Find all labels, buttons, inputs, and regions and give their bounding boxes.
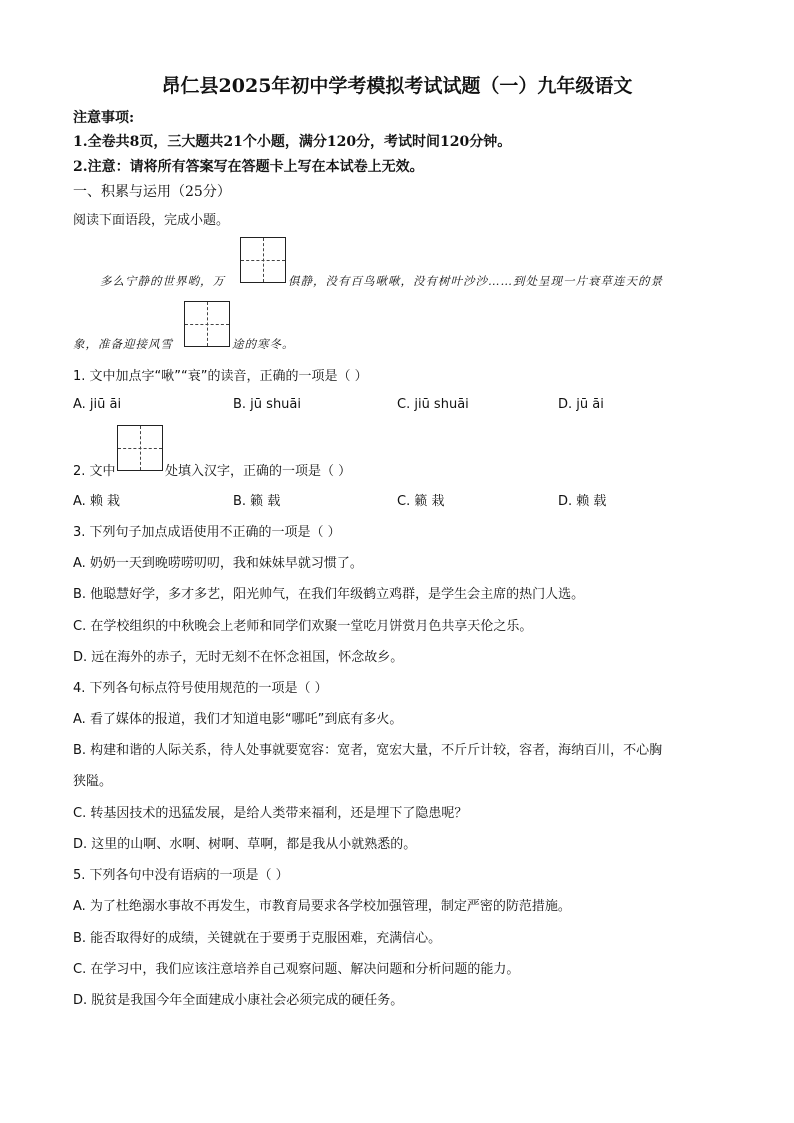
question-5-stem: 5. 下列各句中没有语病的一项是（ ） bbox=[73, 868, 289, 883]
question-2-stem-start: 2. 文中 bbox=[73, 464, 116, 479]
question-3-option-c: C. 在学校组织的中秋晚会上老师和同学们欢聚一堂吃月饼赏月色共享天伦之乐。 bbox=[73, 619, 533, 634]
exam-title: 昂仁县2025年初中学考模拟考试试题（一）九年级语文 bbox=[161, 75, 633, 97]
question-1-option-c: C. jiū shuāi bbox=[397, 397, 469, 412]
tian-grid-box bbox=[240, 237, 286, 283]
question-4-stem: 4. 下列各句标点符号使用规范的一项是（ ） bbox=[73, 681, 328, 696]
question-2-stem-end: 处填入汉字，正确的一项是（ ） bbox=[165, 464, 352, 479]
question-1-option-a: A. jiū āi bbox=[73, 397, 122, 412]
question-3-option-d: D. 远在海外的赤子，无时无刻不在怀念祖国，怀念故乡。 bbox=[73, 650, 404, 665]
question-5-option-b: B. 能否取得好的成绩，关键就在于要勇于克服困难，充满信心。 bbox=[73, 931, 442, 946]
question-2-option-a: A. 赖 栽 bbox=[73, 494, 121, 509]
notice-item-2: 2.注意：请将所有答案写在答题卡上写在本试卷上无效。 bbox=[73, 159, 424, 175]
passage-line-1-end: 俱静，没有百鸟啾啾，没有树叶沙沙……到处呈现一片衰草连天的景 bbox=[288, 274, 663, 288]
tian-grid-box bbox=[117, 425, 163, 471]
section-heading: 一、积累与运用（25分） bbox=[73, 184, 231, 200]
question-4-option-d: D. 这里的山啊、水啊、树啊、草啊，都是我从小就熟悉的。 bbox=[73, 837, 417, 852]
question-2-option-b: B. 籁 载 bbox=[233, 494, 281, 509]
question-4-option-a: A. 看了媒体的报道，我们才知道电影“哪吒”到底有多火。 bbox=[73, 712, 403, 727]
question-4-option-c: C. 转基因技术的迅猛发展，是给人类带来福利，还是埋下了隐患呢？ bbox=[73, 806, 468, 821]
question-5-option-a: A. 为了杜绝溺水事故不再发生，市教育局要求各学校加强管理，制定严密的防范措施。 bbox=[73, 899, 571, 914]
question-3-stem: 3. 下列句子加点成语使用不正确的一项是（ ） bbox=[73, 525, 341, 540]
notice-heading: 注意事项: bbox=[73, 110, 135, 126]
question-3-option-a: A. 奶奶一天到晚唠唠叨叨，我和妹妹早就习惯了。 bbox=[73, 556, 363, 571]
question-5-option-c: C. 在学习中，我们应该注意培养自己观察问题、解决问题和分析问题的能力。 bbox=[73, 962, 520, 977]
passage-line-1-start: 多么宁静的世界哟，万 bbox=[100, 274, 225, 288]
question-4-option-b-continued: 狭隘。 bbox=[73, 774, 113, 789]
question-5-option-d: D. 脱贫是我国今年全面建成小康社会必须完成的硬任务。 bbox=[73, 993, 404, 1008]
passage-line-2-start: 象，准备迎接风雪 bbox=[73, 337, 173, 351]
question-2-option-d: D. 赖 载 bbox=[558, 494, 607, 509]
passage-line-2-end: 途的寒冬。 bbox=[232, 337, 295, 351]
question-3-option-b: B. 他聪慧好学，多才多艺，阳光帅气，在我们年级鹤立鸡群，是学生会主席的热门人选。 bbox=[73, 587, 585, 602]
reading-instruction: 阅读下面语段，完成小题。 bbox=[73, 213, 230, 228]
question-2-option-c: C. 籁 栽 bbox=[397, 494, 445, 509]
question-4-option-b: B. 构建和谐的人际关系，待人处事就要宽容：宽者，宽宏大量，不斤斤计较，容者，海纳百川，不心胸 bbox=[73, 743, 663, 758]
question-1-stem: 1. 文中加点字“啾”“衰”的读音，正确的一项是（ ） bbox=[73, 369, 368, 384]
notice-item-1: 1.全卷共8页，三大题共21个小题，满分120分，考试时间120分钟。 bbox=[73, 134, 512, 150]
question-1-option-d: D. jū āi bbox=[558, 397, 604, 412]
question-1-option-b: B. jū shuāi bbox=[233, 397, 301, 412]
tian-grid-box bbox=[184, 301, 230, 347]
